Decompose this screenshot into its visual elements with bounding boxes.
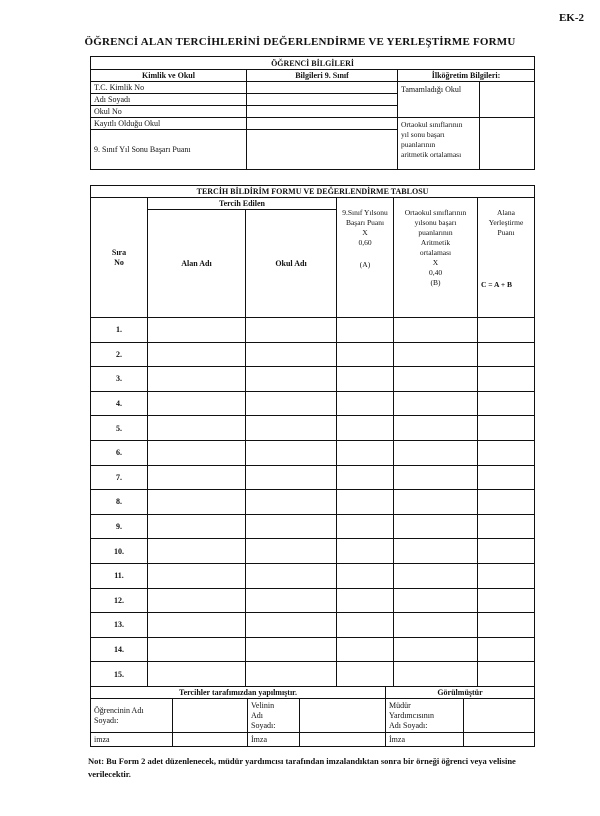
student-info-table	[90, 56, 535, 170]
school-name-cell[interactable]	[246, 440, 337, 465]
school-name-cell[interactable]	[246, 391, 337, 416]
row-number: 9.	[91, 514, 148, 539]
school-name-cell[interactable]	[246, 662, 337, 687]
preference-row	[91, 465, 535, 490]
field-name-cell[interactable]	[148, 539, 246, 564]
completed-school-label: Tamamladığı Okul	[398, 82, 480, 118]
row-number: 5.	[91, 416, 148, 441]
school-name-cell[interactable]	[246, 588, 337, 613]
preference-row	[91, 637, 535, 662]
student-signature-field[interactable]	[173, 733, 248, 747]
field-name-cell[interactable]	[148, 416, 246, 441]
placement-score-cell[interactable]	[478, 662, 535, 687]
parent-signature-label: İmza	[248, 733, 300, 747]
field-name-cell[interactable]	[148, 563, 246, 588]
placement-score-cell[interactable]	[478, 613, 535, 638]
preference-table	[90, 185, 535, 318]
field-name-cell[interactable]	[148, 440, 246, 465]
school-name-cell[interactable]	[246, 613, 337, 638]
grade9-score-cell[interactable]	[337, 588, 394, 613]
middle-score-cell[interactable]	[394, 465, 478, 490]
placement-score-cell[interactable]	[478, 563, 535, 588]
grade9-score-field[interactable]	[247, 130, 398, 170]
middle-school-weighted-header: Ortaokul sınıflarının yılsonu başarı puanlarının Aritmetik ortalaması X 0,40 (B)	[394, 198, 478, 318]
footnote: Not: Bu Form 2 adet düzenlenecek, müdür yardımcısı tarafından imzalandıktan sonra bir örneği öğrenci veya velisine verilecektir.	[88, 756, 516, 779]
grade9-score-cell[interactable]	[337, 637, 394, 662]
enrolled-school-label: Kayıtlı Olduğu Okul	[91, 118, 247, 130]
field-name-cell[interactable]	[148, 514, 246, 539]
grade9-score-cell[interactable]	[337, 563, 394, 588]
field-name-cell[interactable]	[148, 342, 246, 367]
placement-score-cell[interactable]	[478, 490, 535, 515]
vice-principal-signature-field[interactable]	[464, 733, 535, 747]
row-number: 1.	[91, 318, 148, 343]
preference-row	[91, 514, 535, 539]
signature-table	[90, 686, 535, 747]
completed-school-field[interactable]	[480, 82, 535, 118]
school-no-label: Okul No	[91, 106, 247, 118]
school-name-cell[interactable]	[246, 563, 337, 588]
grade9-score-cell[interactable]	[337, 318, 394, 343]
preference-table-title: TERCİH BİLDİRİM FORMU VE DEĞERLENDİRME TABLOSU	[91, 186, 535, 198]
placement-score-cell[interactable]	[478, 465, 535, 490]
row-number: 4.	[91, 391, 148, 416]
field-name-cell[interactable]	[148, 465, 246, 490]
student-signature-label: imza	[91, 733, 173, 747]
preference-row	[91, 440, 535, 465]
name-label: Adı Soyadı	[91, 94, 247, 106]
school-name-cell[interactable]	[246, 416, 337, 441]
middle-score-cell[interactable]	[394, 588, 478, 613]
form-title: ÖĞRENCİ ALAN TERCİHLERİNİ DEĞERLENDİRME VE YERLEŞTİRME FORMU	[84, 36, 516, 48]
student-name-field[interactable]	[173, 699, 248, 733]
grade9-score-cell[interactable]	[337, 416, 394, 441]
middle-score-cell[interactable]	[394, 416, 478, 441]
school-name-cell[interactable]	[246, 465, 337, 490]
school-name-header: Okul Adı	[246, 210, 337, 318]
grade9-info-header: Bilgileri 9. Sınıf	[247, 70, 398, 82]
row-number: 11.	[91, 563, 148, 588]
grade9-score-label: 9. Sınıf Yıl Sonu Başarı Puanı	[91, 130, 247, 170]
row-number: 7.	[91, 465, 148, 490]
middle-score-cell[interactable]	[394, 563, 478, 588]
document-code: EK-2	[558, 12, 584, 24]
placement-score-cell[interactable]	[478, 539, 535, 564]
school-name-cell[interactable]	[246, 637, 337, 662]
field-name-cell[interactable]	[148, 490, 246, 515]
middle-score-cell[interactable]	[394, 490, 478, 515]
identity-school-header: Kimlik ve Okul	[91, 70, 247, 82]
preference-row	[91, 416, 535, 441]
middle-score-cell[interactable]	[394, 613, 478, 638]
parent-signature-field[interactable]	[300, 733, 386, 747]
middle-score-cell[interactable]	[394, 342, 478, 367]
grade9-score-cell[interactable]	[337, 465, 394, 490]
row-number: 15.	[91, 662, 148, 687]
row-number: 2.	[91, 342, 148, 367]
field-name-cell[interactable]	[148, 588, 246, 613]
middle-score-cell[interactable]	[394, 391, 478, 416]
school-name-cell[interactable]	[246, 318, 337, 343]
student-info-title: ÖĞRENCİ BİLGİLERİ	[91, 57, 535, 70]
school-no-field[interactable]	[247, 106, 398, 118]
preference-row	[91, 539, 535, 564]
middle-score-cell[interactable]	[394, 637, 478, 662]
enrolled-school-field[interactable]	[247, 118, 398, 130]
placement-score-cell[interactable]	[478, 637, 535, 662]
preferences-made-header: Tercihler tarafımızdan yapılmıştır.	[91, 687, 386, 699]
field-name-cell[interactable]	[148, 637, 246, 662]
preference-row	[91, 367, 535, 392]
placement-score-cell[interactable]	[478, 514, 535, 539]
grade9-score-cell[interactable]	[337, 662, 394, 687]
grade9-score-cell[interactable]	[337, 440, 394, 465]
row-number: 8.	[91, 490, 148, 515]
primary-info-header: İlköğretim Bilgileri:	[398, 70, 535, 82]
field-name-cell[interactable]	[148, 662, 246, 687]
field-name-cell[interactable]	[148, 613, 246, 638]
placement-score-header: Alana Yerleştirme Puanı C = A + B	[478, 198, 535, 318]
grade9-score-cell[interactable]	[337, 342, 394, 367]
placement-score-cell[interactable]	[478, 367, 535, 392]
student-name-label: Öğrencinin Adı Soyadı:	[91, 699, 173, 733]
row-number: 6.	[91, 440, 148, 465]
grade9-score-cell[interactable]	[337, 539, 394, 564]
middle-score-cell[interactable]	[394, 440, 478, 465]
grade9-weighted-header: 9.Sınıf Yılsonu Başarı Puanı X 0,60 (A)	[337, 198, 394, 318]
preferred-group-header: Tercih Edilen	[148, 198, 337, 210]
placement-score-cell[interactable]	[478, 588, 535, 613]
school-name-cell[interactable]	[246, 514, 337, 539]
school-name-cell[interactable]	[246, 490, 337, 515]
grade9-score-cell[interactable]	[337, 514, 394, 539]
preference-rows	[90, 317, 535, 687]
tc-no-label: T.C. Kimlik No	[91, 82, 247, 94]
field-name-cell[interactable]	[148, 367, 246, 392]
preference-row	[91, 588, 535, 613]
placement-score-cell[interactable]	[478, 318, 535, 343]
field-name-header: Alan Adı	[148, 210, 246, 318]
field-name-cell[interactable]	[148, 391, 246, 416]
vice-principal-name-field[interactable]	[464, 699, 535, 733]
row-number: 14.	[91, 637, 148, 662]
middle-score-cell[interactable]	[394, 367, 478, 392]
parent-name-field[interactable]	[300, 699, 386, 733]
grade9-score-cell[interactable]	[337, 490, 394, 515]
seen-header: Görülmüştür	[386, 687, 535, 699]
placement-score-cell[interactable]	[478, 416, 535, 441]
vice-principal-name-label: Müdür Yardımcısının Adı Soyadı:	[386, 699, 464, 733]
row-number: 10.	[91, 539, 148, 564]
row-number-header: Sıra No	[91, 198, 148, 318]
school-name-cell[interactable]	[246, 342, 337, 367]
row-number: 12.	[91, 588, 148, 613]
preference-row	[91, 563, 535, 588]
grade9-score-cell[interactable]	[337, 391, 394, 416]
preference-row	[91, 490, 535, 515]
middle-score-cell[interactable]	[394, 662, 478, 687]
school-name-cell[interactable]	[246, 367, 337, 392]
field-name-cell[interactable]	[148, 318, 246, 343]
parent-name-label: Velinin Adı Soyadı:	[248, 699, 300, 733]
middle-score-cell[interactable]	[394, 514, 478, 539]
middle-school-average-field[interactable]	[480, 118, 535, 170]
preference-row	[91, 391, 535, 416]
middle-score-cell[interactable]	[394, 318, 478, 343]
grade9-score-cell[interactable]	[337, 613, 394, 638]
grade9-score-cell[interactable]	[337, 367, 394, 392]
preference-row	[91, 613, 535, 638]
row-number: 3.	[91, 367, 148, 392]
preference-row	[91, 662, 535, 687]
middle-score-cell[interactable]	[394, 539, 478, 564]
vice-principal-signature-label: İmza	[386, 733, 464, 747]
preference-row	[91, 342, 535, 367]
placement-score-cell[interactable]	[478, 342, 535, 367]
preference-row	[91, 318, 535, 343]
row-number: 13.	[91, 613, 148, 638]
school-name-cell[interactable]	[246, 539, 337, 564]
middle-school-average-label: Ortaokul sınıflarının yıl sonu başarı puanlarının aritmetik ortalaması	[398, 118, 480, 170]
tc-no-field[interactable]	[247, 82, 398, 94]
placement-score-cell[interactable]	[478, 391, 535, 416]
placement-score-cell[interactable]	[478, 440, 535, 465]
name-field[interactable]	[247, 94, 398, 106]
